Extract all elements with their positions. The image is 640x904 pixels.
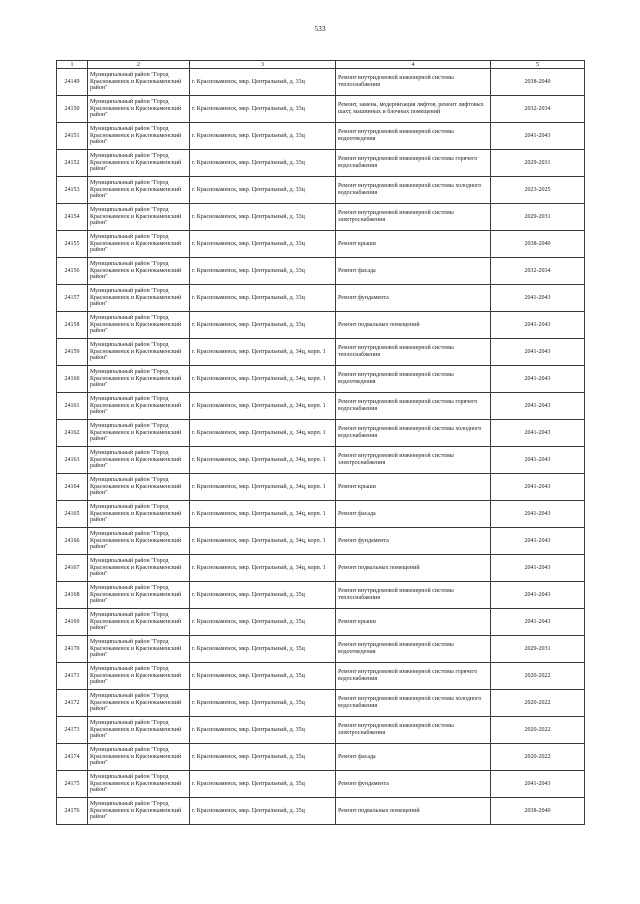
address-cell: г. Краснокаменск, мкр. Центральный, д. 34ц, корп. 1 (190, 501, 336, 528)
row-number-cell: 24158 (57, 312, 88, 339)
period-cell: 2029-2031 (491, 636, 585, 663)
address-cell: г. Краснокаменск, мкр. Центральный, д. 34ц, корп. 1 (190, 339, 336, 366)
period-cell: 2020-2022 (491, 663, 585, 690)
table-header (57, 61, 585, 69)
table-row (57, 717, 585, 744)
period-cell: 2038-2040 (491, 69, 585, 96)
work-type-cell: Ремонт крыши (336, 474, 491, 501)
table-row (57, 312, 585, 339)
row-number-cell: 24153 (57, 177, 88, 204)
row-number-cell: 24175 (57, 771, 88, 798)
period-cell: 2020-2022 (491, 690, 585, 717)
table-row (57, 420, 585, 447)
municipality-cell: Муниципальный район "Город Краснокаменск и Краснокаменский район" (88, 339, 190, 366)
address-cell: г. Краснокаменск, мкр. Центральный, д. 35ц (190, 582, 336, 609)
row-number-cell: 24165 (57, 501, 88, 528)
work-type-cell: Ремонт внутридомовой инженерной системы горячего водоснабжения (336, 663, 491, 690)
municipality-cell: Муниципальный район "Город Краснокаменск и Краснокаменский район" (88, 393, 190, 420)
period-cell: 2041-2043 (491, 447, 585, 474)
period-cell: 2032-2034 (491, 258, 585, 285)
address-cell: г. Краснокаменск, мкр. Центральный, д. 33ц (190, 69, 336, 96)
work-type-cell: Ремонт фасада (336, 744, 491, 771)
work-type-cell: Ремонт подвальных помещений (336, 312, 491, 339)
table-row (57, 258, 585, 285)
work-type-cell: Ремонт подвальных помещений (336, 798, 491, 825)
address-cell: г. Краснокаменск, мкр. Центральный, д. 35ц (190, 663, 336, 690)
table-row (57, 636, 585, 663)
table-row (57, 393, 585, 420)
work-type-cell: Ремонт фасада (336, 501, 491, 528)
column-header-address: 3 (190, 61, 336, 69)
period-cell: 2041-2043 (491, 393, 585, 420)
municipality-cell: Муниципальный район "Город Краснокаменск и Краснокаменский район" (88, 447, 190, 474)
work-type-cell: Ремонт фундамента (336, 285, 491, 312)
table-row (57, 771, 585, 798)
municipality-cell: Муниципальный район "Город Краснокаменск и Краснокаменский район" (88, 96, 190, 123)
table-row (57, 69, 585, 96)
address-cell: г. Краснокаменск, мкр. Центральный, д. 33ц (190, 96, 336, 123)
row-number-cell: 24164 (57, 474, 88, 501)
period-cell: 2041-2043 (491, 501, 585, 528)
work-type-cell: Ремонт внутридомовой инженерной системы электроснабжения (336, 717, 491, 744)
address-cell: г. Краснокаменск, мкр. Центральный, д. 34ц, корп. 1 (190, 420, 336, 447)
address-cell: г. Краснокаменск, мкр. Центральный, д. 34ц, корп. 1 (190, 366, 336, 393)
work-type-cell: Ремонт, замена, модернизация лифтов, ремонт лифтовых шахт, машинных и блочных помещений (336, 96, 491, 123)
work-type-cell: Ремонт внутридомовой инженерной системы холодного водоснабжения (336, 177, 491, 204)
row-number-cell: 24167 (57, 555, 88, 582)
table-row (57, 798, 585, 825)
period-cell: 2041-2043 (491, 420, 585, 447)
work-type-cell: Ремонт фундамента (336, 528, 491, 555)
address-cell: г. Краснокаменск, мкр. Центральный, д. 35ц (190, 609, 336, 636)
period-cell: 2041-2043 (491, 312, 585, 339)
address-cell: г. Краснокаменск, мкр. Центральный, д. 33ц (190, 204, 336, 231)
municipality-cell: Муниципальный район "Город Краснокаменск и Краснокаменский район" (88, 474, 190, 501)
address-cell: г. Краснокаменск, мкр. Центральный, д. 33ц (190, 231, 336, 258)
row-number-cell: 24174 (57, 744, 88, 771)
address-cell: г. Краснокаменск, мкр. Центральный, д. 34ц, корп. 1 (190, 447, 336, 474)
table-row (57, 231, 585, 258)
row-number-cell: 24176 (57, 798, 88, 825)
row-number-cell: 24152 (57, 150, 88, 177)
municipality-cell: Муниципальный район "Город Краснокаменск и Краснокаменский район" (88, 555, 190, 582)
municipality-cell: Муниципальный район "Город Краснокаменск и Краснокаменский район" (88, 312, 190, 339)
work-type-cell: Ремонт крыши (336, 609, 491, 636)
period-cell: 2041-2043 (491, 474, 585, 501)
work-type-cell: Ремонт внутридомовой инженерной системы холодного водоснабжения (336, 420, 491, 447)
column-header-municipality: 2 (88, 61, 190, 69)
period-cell: 2038-2040 (491, 231, 585, 258)
table-body (57, 69, 585, 825)
period-cell: 2041-2043 (491, 339, 585, 366)
table-row (57, 744, 585, 771)
municipality-cell: Муниципальный район "Город Краснокаменск и Краснокаменский район" (88, 744, 190, 771)
municipality-cell: Муниципальный район "Город Краснокаменск и Краснокаменский район" (88, 150, 190, 177)
municipality-cell: Муниципальный район "Город Краснокаменск и Краснокаменский район" (88, 609, 190, 636)
header-row (57, 61, 585, 69)
period-cell: 2020-2022 (491, 744, 585, 771)
address-cell: г. Краснокаменск, мкр. Центральный, д. 33ц (190, 123, 336, 150)
municipality-cell: Муниципальный район "Город Краснокаменск и Краснокаменский район" (88, 177, 190, 204)
page-number: 533 (314, 24, 326, 33)
work-type-cell: Ремонт внутридомовой инженерной системы водоотведения (336, 366, 491, 393)
table-row (57, 582, 585, 609)
municipality-cell: Муниципальный район "Город Краснокаменск и Краснокаменский район" (88, 501, 190, 528)
row-number-cell: 24161 (57, 393, 88, 420)
period-cell: 2032-2034 (491, 96, 585, 123)
work-type-cell: Ремонт внутридомовой инженерной системы холодного водоснабжения (336, 690, 491, 717)
address-cell: г. Краснокаменск, мкр. Центральный, д. 33ц (190, 312, 336, 339)
table-row (57, 204, 585, 231)
table-row (57, 96, 585, 123)
table-row (57, 474, 585, 501)
work-type-cell: Ремонт внутридомовой инженерной системы теплоснабжения (336, 582, 491, 609)
municipality-cell: Муниципальный район "Город Краснокаменск и Краснокаменский район" (88, 798, 190, 825)
row-number-cell: 24159 (57, 339, 88, 366)
address-cell: г. Краснокаменск, мкр. Центральный, д. 35ц (190, 690, 336, 717)
period-cell: 2041-2043 (491, 609, 585, 636)
period-cell: 2041-2043 (491, 771, 585, 798)
table-row (57, 177, 585, 204)
address-cell: г. Краснокаменск, мкр. Центральный, д. 34ц, корп. 1 (190, 393, 336, 420)
period-cell: 2029-2031 (491, 150, 585, 177)
column-header-number: 1 (57, 61, 88, 69)
row-number-cell: 24156 (57, 258, 88, 285)
work-type-cell: Ремонт внутридомовой инженерной системы электроснабжения (336, 204, 491, 231)
period-cell: 2038-2040 (491, 798, 585, 825)
work-type-cell: Ремонт внутридомовой инженерной системы горячего водоснабжения (336, 150, 491, 177)
period-cell: 2041-2043 (491, 528, 585, 555)
municipality-cell: Муниципальный район "Город Краснокаменск и Краснокаменский район" (88, 123, 190, 150)
municipality-cell: Муниципальный район "Город Краснокаменск и Краснокаменский район" (88, 258, 190, 285)
table-row (57, 555, 585, 582)
address-cell: г. Краснокаменск, мкр. Центральный, д. 35ц (190, 798, 336, 825)
period-cell: 2041-2043 (491, 555, 585, 582)
row-number-cell: 24163 (57, 447, 88, 474)
column-header-period: 5 (491, 61, 585, 69)
period-cell: 2041-2043 (491, 582, 585, 609)
row-number-cell: 24150 (57, 96, 88, 123)
period-cell: 2041-2043 (491, 123, 585, 150)
address-cell: г. Краснокаменск, мкр. Центральный, д. 33ц (190, 258, 336, 285)
municipality-cell: Муниципальный район "Город Краснокаменск и Краснокаменский район" (88, 528, 190, 555)
municipality-cell: Муниципальный район "Город Краснокаменск и Краснокаменский район" (88, 420, 190, 447)
work-type-cell: Ремонт внутридомовой инженерной системы водоотведения (336, 123, 491, 150)
municipality-cell: Муниципальный район "Город Краснокаменск и Краснокаменский район" (88, 582, 190, 609)
repair-schedule-table (56, 60, 585, 825)
table-row (57, 609, 585, 636)
work-type-cell: Ремонт внутридомовой инженерной системы теплоснабжения (336, 339, 491, 366)
work-type-cell: Ремонт внутридомовой инженерной системы горячего водоснабжения (336, 393, 491, 420)
row-number-cell: 24149 (57, 69, 88, 96)
municipality-cell: Муниципальный район "Город Краснокаменск и Краснокаменский район" (88, 717, 190, 744)
row-number-cell: 24155 (57, 231, 88, 258)
table-row (57, 528, 585, 555)
work-type-cell: Ремонт фундамента (336, 771, 491, 798)
period-cell: 2029-2031 (491, 204, 585, 231)
work-type-cell: Ремонт внутридомовой инженерной системы водоотведения (336, 636, 491, 663)
row-number-cell: 24171 (57, 663, 88, 690)
address-cell: г. Краснокаменск, мкр. Центральный, д. 35ц (190, 636, 336, 663)
address-cell: г. Краснокаменск, мкр. Центральный, д. 33ц (190, 177, 336, 204)
municipality-cell: Муниципальный район "Город Краснокаменск и Краснокаменский район" (88, 366, 190, 393)
table-row (57, 366, 585, 393)
period-cell: 2023-2025 (491, 177, 585, 204)
column-header-work-type: 4 (336, 61, 491, 69)
row-number-cell: 24151 (57, 123, 88, 150)
row-number-cell: 24162 (57, 420, 88, 447)
municipality-cell: Муниципальный район "Город Краснокаменск и Краснокаменский район" (88, 771, 190, 798)
row-number-cell: 24168 (57, 582, 88, 609)
row-number-cell: 24160 (57, 366, 88, 393)
row-number-cell: 24169 (57, 609, 88, 636)
address-cell: г. Краснокаменск, мкр. Центральный, д. 34ц, корп. 1 (190, 555, 336, 582)
row-number-cell: 24166 (57, 528, 88, 555)
table-row (57, 447, 585, 474)
address-cell: г. Краснокаменск, мкр. Центральный, д. 35ц (190, 717, 336, 744)
row-number-cell: 24170 (57, 636, 88, 663)
municipality-cell: Муниципальный район "Город Краснокаменск и Краснокаменский район" (88, 231, 190, 258)
table-row (57, 123, 585, 150)
row-number-cell: 24173 (57, 717, 88, 744)
row-number-cell: 24154 (57, 204, 88, 231)
address-cell: г. Краснокаменск, мкр. Центральный, д. 33ц (190, 150, 336, 177)
municipality-cell: Муниципальный район "Город Краснокаменск и Краснокаменский район" (88, 636, 190, 663)
table-row (57, 150, 585, 177)
address-cell: г. Краснокаменск, мкр. Центральный, д. 33ц (190, 285, 336, 312)
address-cell: г. Краснокаменск, мкр. Центральный, д. 35ц (190, 744, 336, 771)
address-cell: г. Краснокаменск, мкр. Центральный, д. 34ц, корп. 1 (190, 528, 336, 555)
period-cell: 2041-2043 (491, 366, 585, 393)
municipality-cell: Муниципальный район "Город Краснокаменск и Краснокаменский район" (88, 690, 190, 717)
municipality-cell: Муниципальный район "Город Краснокаменск и Краснокаменский район" (88, 285, 190, 312)
municipality-cell: Муниципальный район "Город Краснокаменск и Краснокаменский район" (88, 69, 190, 96)
work-type-cell: Ремонт подвальных помещений (336, 555, 491, 582)
table-row (57, 285, 585, 312)
row-number-cell: 24172 (57, 690, 88, 717)
table-row (57, 339, 585, 366)
row-number-cell: 24157 (57, 285, 88, 312)
work-type-cell: Ремонт внутридомовой инженерной системы электроснабжения (336, 447, 491, 474)
address-cell: г. Краснокаменск, мкр. Центральный, д. 34ц, корп. 1 (190, 474, 336, 501)
table-row (57, 501, 585, 528)
work-type-cell: Ремонт фасада (336, 258, 491, 285)
address-cell: г. Краснокаменск, мкр. Центральный, д. 35ц (190, 771, 336, 798)
period-cell: 2020-2022 (491, 717, 585, 744)
work-type-cell: Ремонт крыши (336, 231, 491, 258)
municipality-cell: Муниципальный район "Город Краснокаменск и Краснокаменский район" (88, 663, 190, 690)
table-row (57, 690, 585, 717)
municipality-cell: Муниципальный район "Город Краснокаменск и Краснокаменский район" (88, 204, 190, 231)
table-row (57, 663, 585, 690)
work-type-cell: Ремонт внутридомовой инженерной системы теплоснабжения (336, 69, 491, 96)
period-cell: 2041-2043 (491, 285, 585, 312)
